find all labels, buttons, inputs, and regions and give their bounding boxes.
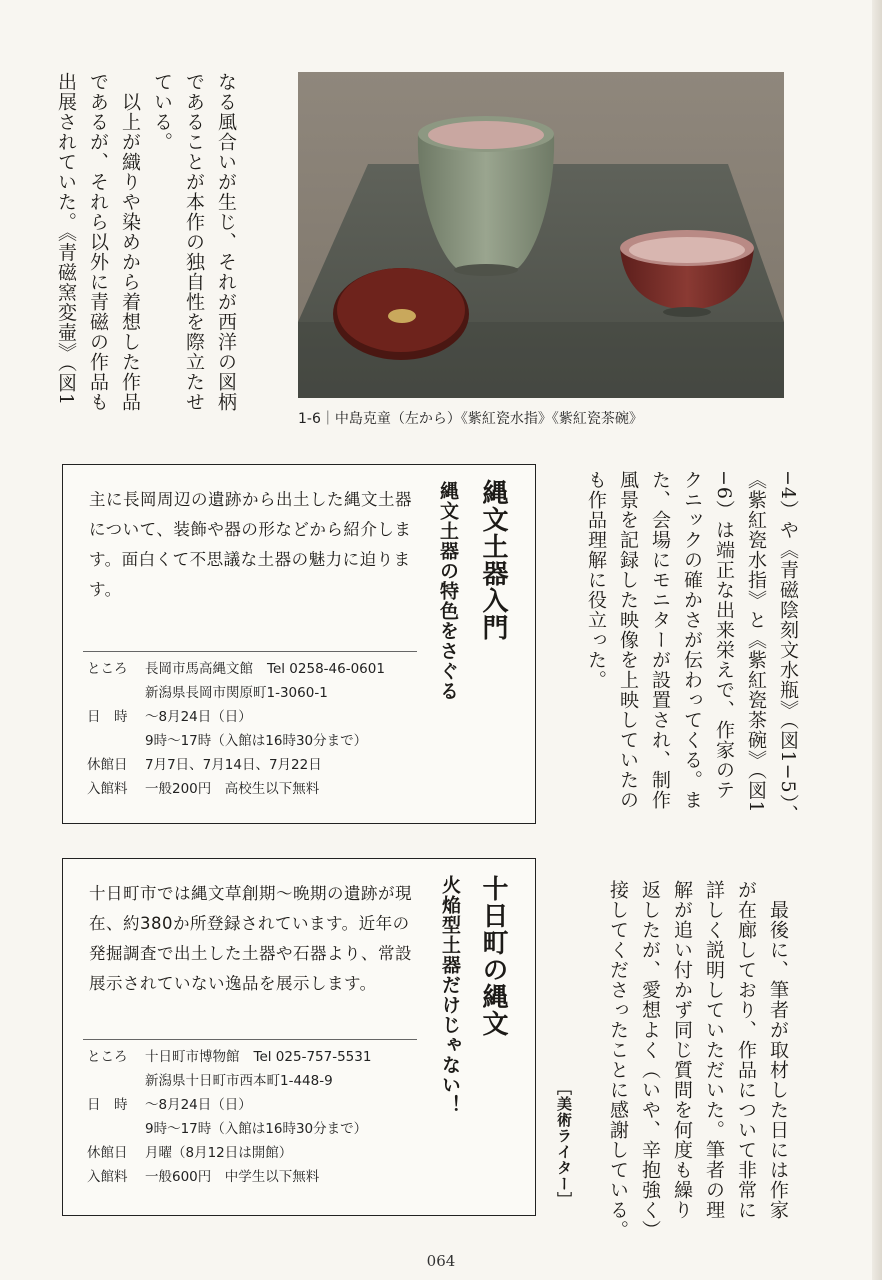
- info-row-dates: [87, 1093, 427, 1117]
- exhibition-subtitle: 火焔型土器だけじゃない！: [439, 875, 461, 1115]
- divider: [83, 651, 417, 652]
- author-tag: ［美術ライター］: [555, 1080, 573, 1208]
- page-number: 064: [426, 1252, 456, 1270]
- opening-hours: 9時～17時（入館は16時30分まで）: [145, 1121, 368, 1137]
- info-row-address: [87, 681, 427, 705]
- exhibition-title: 十日町の縄文: [478, 875, 508, 1037]
- closed-days: 7月7日、7月14日、7月22日: [145, 757, 322, 773]
- article-text-middle-right: −4）や《青磁陰刻文水瓶》（図1−5）、 《紫紅瓷水指》と《紫紅瓷茶碗》（図1 −6）は端正な出来栄えで、作家のテ クニックの確かさが伝わってくる。ま た、会場にモニターが設置され、制作 風景を記録した映像を上映していたの も作品理解に役立った。: [585, 470, 799, 825]
- label-dates: 日 時: [87, 709, 128, 725]
- info-row-place: [87, 657, 427, 681]
- article-text-bottom-right: 最後に、筆者が取材した日には作家 が在廊しており、作品について非常に 詳しく説明していただいた。筆者の理 解が追い付かず同じ質問を何度も繰り 返したが、愛想よく（いや、辛抱強く） 接してくださったことに感謝している。: [607, 880, 789, 1240]
- info-row-place: [87, 1045, 427, 1069]
- label-place: ところ: [87, 1049, 128, 1065]
- venue-name: 十日町市博物館 Tel 025-757-5531: [145, 1049, 372, 1065]
- article-text-top-left: なる風合いが生じ、それが西洋の図柄 であることが本作の独自性を際立たせ ている。 以上が織りや染めから着想した作品 であるが、それら以外に青磁の作品も 出展されていた。《青磁窯変壷》（図1: [55, 72, 237, 412]
- venue-address: 新潟県長岡市関原町1-3060-1: [145, 685, 328, 701]
- exhibition-dates: ～8月24日（日）: [145, 709, 252, 725]
- label-fee: 入館料: [87, 1169, 128, 1185]
- info-row-dates: [87, 705, 427, 729]
- divider: [83, 1039, 417, 1040]
- label-dates: 日 時: [87, 1097, 128, 1113]
- exhibition-intro: 主に長岡周辺の遺跡から出土した縄文土器について、装飾や器の形などから紹介します。面白くて不思議な土器の魅力に迫ります。: [89, 490, 412, 599]
- info-row-address: [87, 1069, 427, 1093]
- exhibition-subtitle: 縄文土器の特色をさぐる: [437, 481, 459, 701]
- label-fee: 入館料: [87, 781, 128, 797]
- info-row-hours: [87, 1117, 427, 1141]
- info-row-closed: [87, 1141, 427, 1165]
- photo-caption: 1-6｜中島克童（左から）《紫紅瓷水指》《紫紅瓷茶碗》: [298, 411, 643, 427]
- exhibition-title: 縄文土器入門: [478, 479, 508, 641]
- admission-fee: 一般200円 高校生以下無料: [145, 781, 320, 797]
- exhibition-info: [87, 657, 427, 801]
- page-edge: [872, 0, 882, 1280]
- exhibition-intro: 十日町市では縄文草創期～晩期の遺跡が現在、約380か所登録されています。近年の発掘調査で出土した土器や石器より、常設展示されていない逸品を展示します。: [89, 884, 412, 993]
- opening-hours: 9時～17時（入館は16時30分まで）: [145, 733, 368, 749]
- venue-address: 新潟県十日町市西本町1-448-9: [145, 1073, 333, 1089]
- label-place: ところ: [87, 661, 128, 677]
- exhibition-box-jomon-intro: [62, 464, 536, 824]
- venue-tel: Tel 0258-46-0601: [267, 661, 385, 677]
- label-closed: 休館日: [87, 757, 128, 773]
- info-row-fee: [87, 777, 427, 801]
- admission-fee: 一般600円 中学生以下無料: [145, 1169, 320, 1185]
- photo-ceramics: [298, 72, 784, 398]
- exhibition-dates: ～8月24日（日）: [145, 1097, 252, 1113]
- info-row-hours: [87, 729, 427, 753]
- ceramics-photo-illustration: [298, 72, 784, 398]
- info-row-fee: [87, 1165, 427, 1189]
- exhibition-box-tokamachi: [62, 858, 536, 1216]
- info-row-closed: [87, 753, 427, 777]
- closed-days: 月曜（8月12日は開館）: [145, 1145, 293, 1161]
- venue-tel: Tel 025-757-5531: [253, 1049, 372, 1065]
- venue-name: 長岡市馬高縄文館 Tel 0258-46-0601: [145, 661, 385, 677]
- label-closed: 休館日: [87, 1145, 128, 1161]
- exhibition-info: [87, 1045, 427, 1189]
